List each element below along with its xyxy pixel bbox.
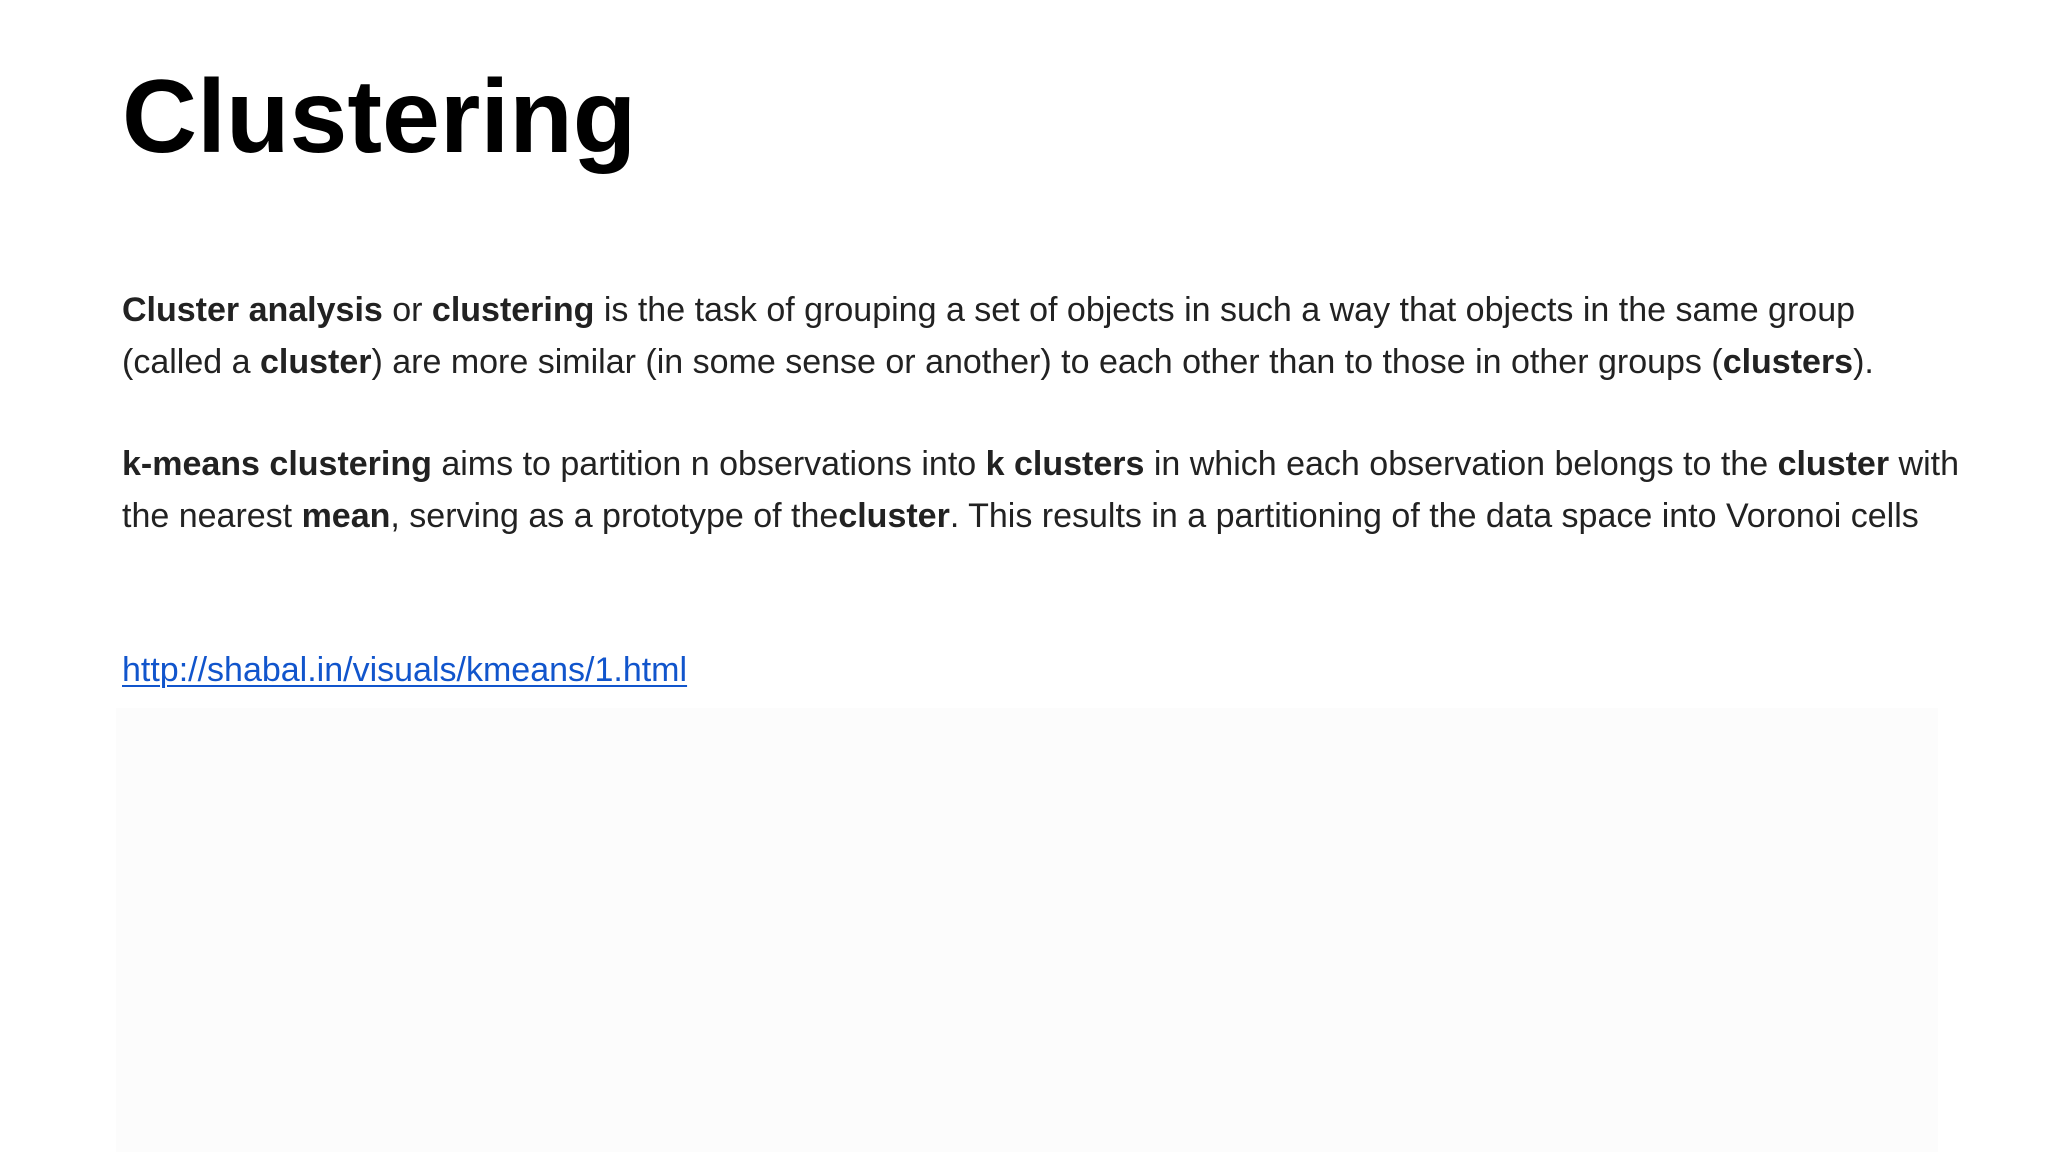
paragraph-text: , serving as a prototype of the bbox=[390, 496, 839, 535]
term-mean: mean bbox=[301, 496, 391, 535]
term-clusters: clusters bbox=[1722, 342, 1854, 381]
paragraph-cluster-analysis bbox=[122, 285, 1962, 388]
term-k-clusters: k clusters bbox=[985, 445, 1145, 483]
term-cluster: cluster bbox=[1777, 445, 1890, 483]
term-cluster: cluster bbox=[259, 342, 372, 381]
slide-title: Clustering bbox=[122, 59, 637, 175]
term-kmeans-clustering: k-means clustering bbox=[122, 445, 432, 483]
paragraph-text: . This results in a partitioning of the data space into Voronoi cells bbox=[949, 496, 1919, 535]
paragraph-text: in which each observation belongs to the bbox=[1144, 445, 1778, 483]
term-clustering: clustering bbox=[431, 291, 595, 329]
paragraph-text: with the nearest bbox=[122, 445, 1959, 535]
paragraph-text: ). bbox=[1853, 342, 1874, 381]
kmeans-visualization-link[interactable]: http://shabal.in/visuals/kmeans/1.html bbox=[122, 651, 688, 689]
paragraph-text: aims to partition n observations into bbox=[431, 445, 986, 483]
paragraph-text: or bbox=[382, 291, 432, 329]
term-cluster: cluster bbox=[838, 496, 950, 535]
lower-panel bbox=[116, 708, 1938, 1152]
paragraph-kmeans bbox=[122, 439, 1962, 542]
term-cluster-analysis: Cluster analysis bbox=[122, 291, 383, 329]
paragraph-text: ) are more similar (in some sense or another) to each other than to those in other groups ( bbox=[371, 342, 1723, 381]
link-line bbox=[122, 645, 687, 697]
paragraph-text: is the task of grouping a set of objects in such a way that objects in the same group (called a bbox=[122, 291, 1856, 381]
